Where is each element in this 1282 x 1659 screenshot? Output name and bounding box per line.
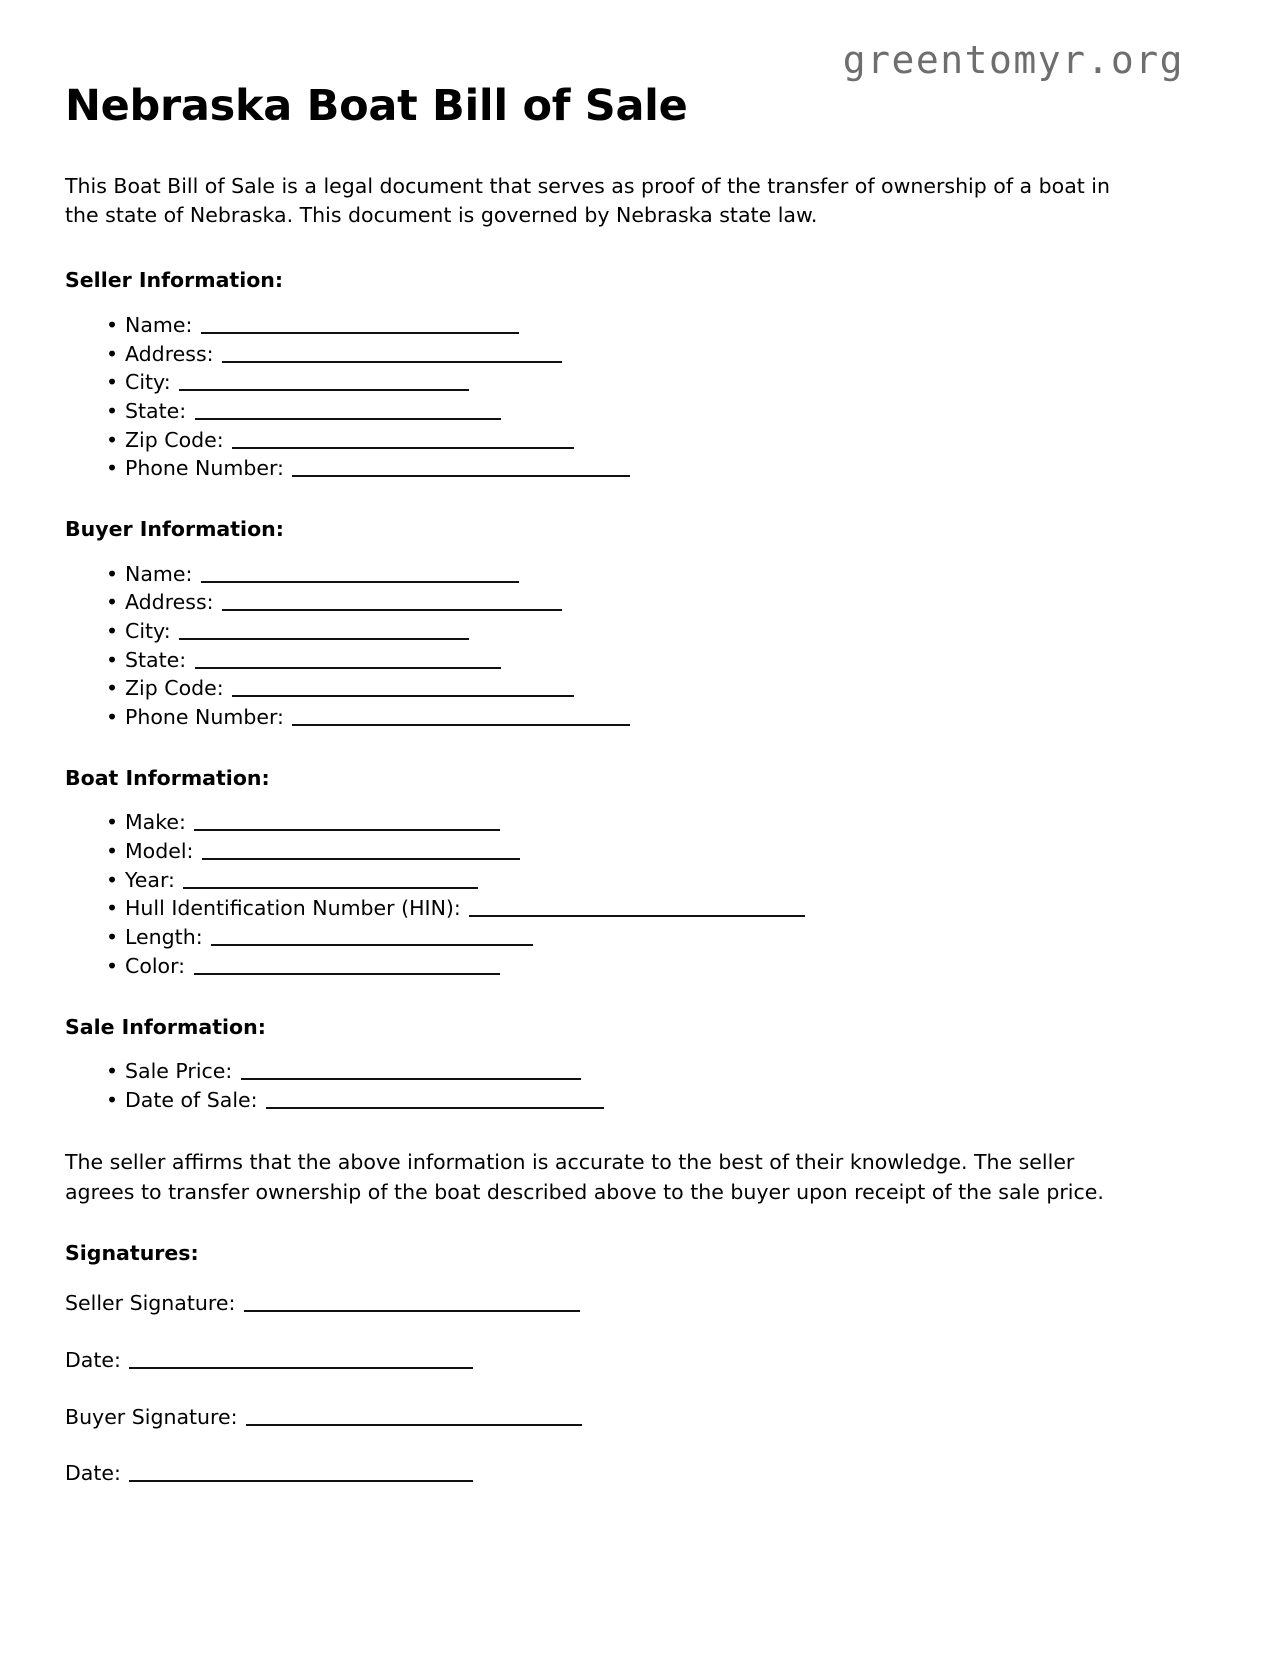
buyer-date-row xyxy=(65,1431,1175,1488)
buyer-date-blank[interactable] xyxy=(129,1465,473,1483)
field-label: Date: xyxy=(65,1347,121,1372)
field-label: Color: xyxy=(125,953,186,978)
page-title: Nebraska Boat Bill of Sale xyxy=(65,81,688,131)
section-heading-buyer: Buyer Information: xyxy=(65,517,284,542)
bullet-icon: • xyxy=(106,561,119,586)
bullet-icon: • xyxy=(106,896,119,921)
list-item xyxy=(65,1057,1175,1086)
section-heading-boat: Boat Information: xyxy=(65,765,270,790)
sale-field-list xyxy=(65,1039,1175,1114)
field-label: Hull Identification Number (HIN): xyxy=(125,896,461,921)
bullet-icon: • xyxy=(106,867,119,892)
seller-signature-row xyxy=(65,1289,1175,1318)
seller-zip-blank[interactable] xyxy=(232,431,574,449)
seller-phone-blank[interactable] xyxy=(292,460,630,478)
boat-length-blank[interactable] xyxy=(211,929,533,947)
bullet-icon: • xyxy=(106,619,119,644)
bullet-icon: • xyxy=(106,312,119,337)
list-item xyxy=(65,588,1175,617)
seller-name-blank[interactable] xyxy=(201,316,519,334)
bullet-icon: • xyxy=(106,705,119,730)
buyer-zip-blank[interactable] xyxy=(232,680,574,698)
sale-price-blank[interactable] xyxy=(241,1062,581,1080)
section-heading-signatures: Signatures: xyxy=(65,1240,199,1265)
bullet-icon: • xyxy=(106,590,119,615)
boat-year-blank[interactable] xyxy=(183,871,478,889)
buyer-phone-blank[interactable] xyxy=(292,708,630,726)
field-label: Name: xyxy=(125,561,193,586)
bullet-icon: • xyxy=(106,370,119,395)
list-item xyxy=(65,1086,1175,1115)
boat-make-blank[interactable] xyxy=(194,814,500,832)
section-heading-sale: Sale Information: xyxy=(65,1014,266,1039)
field-label: State: xyxy=(125,399,187,424)
buyer-city-blank[interactable] xyxy=(179,622,469,640)
field-label: Date: xyxy=(65,1461,121,1486)
list-item xyxy=(65,311,1175,340)
list-item xyxy=(65,646,1175,675)
document-content xyxy=(65,0,1175,1488)
intro-paragraph: This Boat Bill of Sale is a legal document that serves as proof of the transfer of ownership of a boat in the state of Nebraska. This document is governed by Nebraska state law. xyxy=(65,174,1110,228)
seller-address-blank[interactable] xyxy=(222,345,562,363)
list-item xyxy=(65,894,1175,923)
field-label: Date of Sale: xyxy=(125,1087,258,1112)
signature-block xyxy=(65,1265,1175,1488)
list-item xyxy=(65,397,1175,426)
list-item xyxy=(65,837,1175,866)
buyer-signature-blank[interactable] xyxy=(246,1408,582,1426)
field-label: Zip Code: xyxy=(125,676,224,701)
list-item xyxy=(65,703,1175,732)
field-label: Seller Signature: xyxy=(65,1291,236,1316)
boat-model-blank[interactable] xyxy=(202,842,520,860)
bullet-icon: • xyxy=(106,1087,119,1112)
field-label: Phone Number: xyxy=(125,705,284,730)
buyer-address-blank[interactable] xyxy=(222,594,562,612)
bullet-icon: • xyxy=(106,456,119,481)
bullet-icon: • xyxy=(106,1059,119,1084)
sale-date-blank[interactable] xyxy=(266,1091,604,1109)
list-item xyxy=(65,866,1175,895)
seller-signature-blank[interactable] xyxy=(244,1295,580,1313)
section-heading-seller: Seller Information: xyxy=(65,268,284,293)
field-label: Buyer Signature: xyxy=(65,1404,238,1429)
field-label: Name: xyxy=(125,312,193,337)
bullet-icon: • xyxy=(106,676,119,701)
field-label: Address: xyxy=(125,590,214,615)
bullet-icon: • xyxy=(106,399,119,424)
field-label: Model: xyxy=(125,839,194,864)
bullet-icon: • xyxy=(106,341,119,366)
affirmation-paragraph: The seller affirms that the above information is accurate to the best of their knowledge. The seller agrees to transfer ownership of the boat described above to the buyer upon receipt of the sale price. xyxy=(65,1150,1104,1204)
field-label: Address: xyxy=(125,341,214,366)
field-label: Phone Number: xyxy=(125,456,284,481)
bullet-icon: • xyxy=(106,810,119,835)
list-item xyxy=(65,340,1175,369)
bullet-icon: • xyxy=(106,925,119,950)
bullet-icon: • xyxy=(106,953,119,978)
list-item xyxy=(65,426,1175,455)
list-item xyxy=(65,923,1175,952)
list-item xyxy=(65,808,1175,837)
boat-hin-blank[interactable] xyxy=(469,900,805,918)
boat-color-blank[interactable] xyxy=(194,957,500,975)
list-item xyxy=(65,617,1175,646)
site-watermark: greentomyr.org xyxy=(842,38,1184,82)
bullet-icon: • xyxy=(106,647,119,672)
list-item xyxy=(65,454,1175,483)
seller-city-blank[interactable] xyxy=(179,374,469,392)
bullet-icon: • xyxy=(106,427,119,452)
buyer-state-blank[interactable] xyxy=(195,651,501,669)
field-label: Sale Price: xyxy=(125,1059,233,1084)
seller-date-blank[interactable] xyxy=(129,1351,473,1369)
list-item xyxy=(65,560,1175,589)
list-item xyxy=(65,674,1175,703)
field-label: City: xyxy=(125,619,171,644)
field-label: Zip Code: xyxy=(125,427,224,452)
list-item xyxy=(65,952,1175,981)
buyer-field-list xyxy=(65,542,1175,732)
field-label: Year: xyxy=(125,867,175,892)
field-label: Length: xyxy=(125,925,203,950)
list-item xyxy=(65,368,1175,397)
buyer-signature-row xyxy=(65,1375,1175,1432)
field-label: City: xyxy=(125,370,171,395)
field-label: State: xyxy=(125,647,187,672)
seller-date-row xyxy=(65,1318,1175,1375)
buyer-name-blank[interactable] xyxy=(201,565,519,583)
seller-field-list xyxy=(65,293,1175,483)
seller-state-blank[interactable] xyxy=(195,402,501,420)
bullet-icon: • xyxy=(106,839,119,864)
field-label: Make: xyxy=(125,810,186,835)
boat-field-list xyxy=(65,790,1175,980)
